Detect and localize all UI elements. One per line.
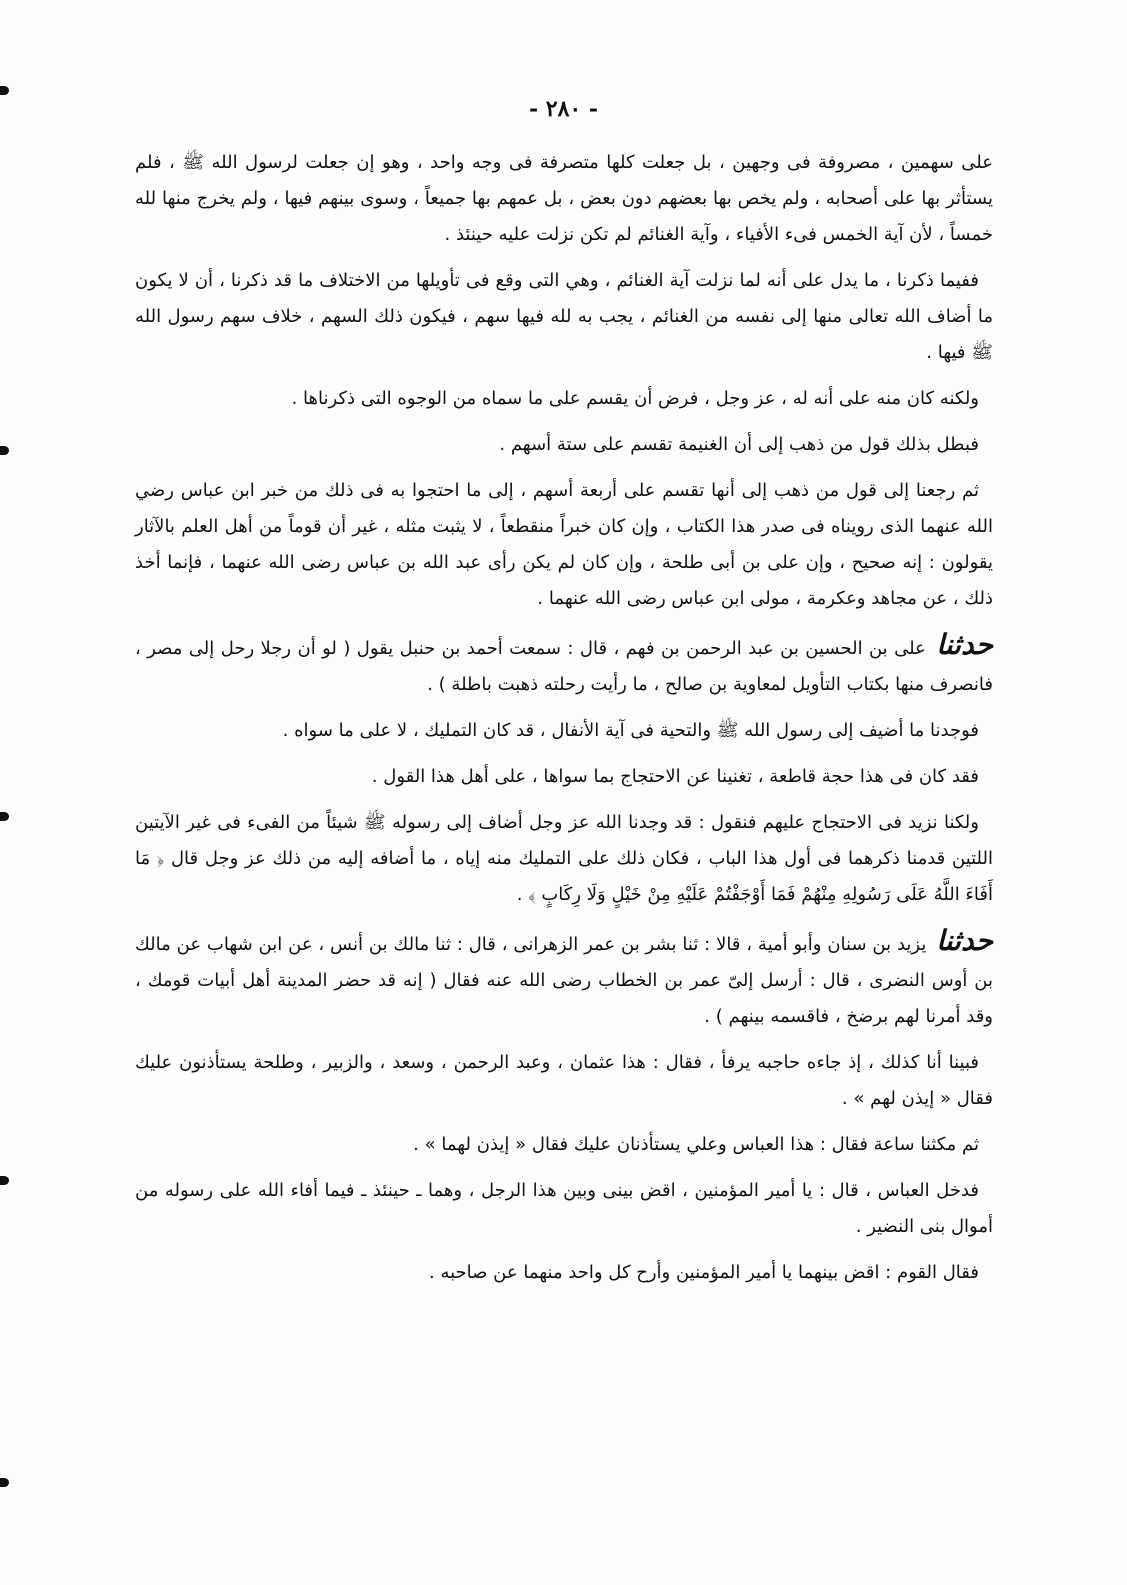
paragraph: [135, 381, 993, 417]
paragraph: [135, 427, 993, 463]
edge-mark: [0, 446, 9, 455]
paragraph-text: فدخل العباس ، قال : يا أمير المؤمنين ، اقض بينى وبين هذا الرجل ، وهما ـ حينئذ ـ فيما أفاء الله على رسوله من أموال بنى النضير .: [135, 1180, 993, 1237]
hadith-lead-word: حدثنا: [936, 924, 993, 957]
paragraph-text: فبينا أنا كذلك ، إذ جاءه حاجبه يرفأ ، فقال : هذا عثمان ، وعبد الرحمن ، وسعد ، والزبير ، وطلحة يستأذنون عليك فقال « إيذن لهم » .: [135, 1052, 993, 1109]
paragraph: [135, 627, 993, 703]
paragraph-text: يزيد بن سنان وأبو أمية ، قالا : ثنا بشر بن عمر الزهرانى ، قال : ثنا مالك بن أنس ، عن ابن شهاب عن مالك بن أوس النضرى ، قال : أرسل إلىّ عمر بن الخطاب رضى الله عنه فقال ( إنه قد حضر المدينة أهل أبيات قومك ، وقد أمرنا لهم برضخ ، فاقسمه بينهم ) .: [135, 934, 993, 1027]
paragraph-text: على بن الحسين بن عبد الرحمن بن فهم ، قال : سمعت أحمد بن حنبل يقول ( لو أن رجلا رحل إلى مصر ، فانصرف منها بكتاب التأويل لمعاوية بن صالح ، ما رأيت رحلته ذهبت باطلة ) .: [135, 638, 993, 695]
paragraph: [135, 263, 993, 371]
paragraph: [135, 923, 993, 1035]
paragraph-text: ولكنا نزيد فى الاحتجاج عليهم فنقول : قد وجدنا الله عز وجل أضاف إلى رسوله ﷺ شيئاً من الفىء فى غير الآيتين اللتين قدمنا ذكرهما فى أول هذا الباب ، فكان ذلك على التمليك منه إياه ، ما أضافه إليه من ذلك عز وجل قال ﴿ مَا أَفَاءَ اللَّهُ عَلَى رَسُولِهِ مِنْهُمْ فَمَا أَوْجَفْتُمْ عَلَيْهِ مِنْ خَيْلٍ وَلَا رِكَابٍ ﴾ .: [135, 812, 993, 905]
edge-mark: [0, 86, 9, 95]
paragraph-text: ثم مكثنا ساعة فقال : هذا العباس وعلي يستأذنان عليك فقال « إيذن لهما » .: [413, 1134, 979, 1155]
paragraph-text: فوجدنا ما أضيف إلى رسول الله ﷺ والتحية فى آية الأنفال ، قد كان التمليك ، لا على ما سواه .: [282, 720, 979, 741]
page-number: - ٢٨٠ -: [528, 96, 599, 122]
paragraph: [135, 805, 993, 913]
paragraph-text: ولكنه كان منه على أنه له ، عز وجل ، فرض أن يقسم على ما سماه من الوجوه التى ذكرناها .: [291, 388, 979, 409]
paragraph-text: ففيما ذكرنا ، ما يدل على أنه لما نزلت آية الغنائم ، وهي التى وقع فى تأويلها من الاختلاف ما قد ذكرنا ، أن لا يكون ما أضاف الله تعالى منها إلى نفسه من الغنائم ، يجب به لله فيها سهم ، فيكون ذلك السهم ، خلاف سهم رسول الله ﷺ فيها .: [135, 270, 993, 363]
hadith-lead-word: حدثنا: [936, 628, 993, 661]
paragraph: [135, 1173, 993, 1245]
paragraph: [135, 713, 993, 749]
paragraph-text: فقال القوم : اقض بينهما يا أمير المؤمنين وأرح كل واحد منهما عن صاحبه .: [429, 1262, 979, 1283]
paragraph-text: فبطل بذلك قول من ذهب إلى أن الغنيمة تقسم على ستة أسهم .: [499, 434, 979, 455]
paragraph: [135, 1255, 993, 1291]
paragraph: [135, 759, 993, 795]
edge-mark: [0, 1176, 9, 1185]
paragraph: [135, 1127, 993, 1163]
edge-mark: [0, 1478, 9, 1487]
body-text: [135, 145, 993, 1301]
paragraph: [135, 1045, 993, 1117]
paragraph-text: فقد كان فى هذا حجة قاطعة ، تغنينا عن الاحتجاج بما سواها ، على أهل هذا القول .: [371, 766, 979, 787]
paragraph: [135, 145, 993, 253]
paragraph-text: ثم رجعنا إلى قول من ذهب إلى أنها تقسم على أربعة أسهم ، إلى ما احتجوا به فى ذلك من خبر ابن عباس رضي الله عنهما الذى رويناه فى صدر هذا الكتاب ، وإن كان خبراً منقطعاً ، لا يثبت مثله ، غير أن قوماً من أهل العلم بالآثار يقولون : إنه صحيح ، وإن على بن أبى طلحة ، وإن كان لم يكن رأى عبد الله بن عباس رضى الله عنهما ، فإنما أخذ ذلك ، عن مجاهد وعكرمة ، مولى ابن عباس رضى الله عنهما .: [135, 480, 993, 609]
edge-mark: [0, 812, 9, 821]
paragraph: [135, 473, 993, 617]
paragraph-text: على سهمين ، مصروفة فى وجهين ، بل جعلت كلها متصرفة فى وجه واحد ، وهو إن جعلت لرسول الله ﷺ ، فلم يستأثر بها على أصحابه ، ولم يخص بها بعضهم دون بعض ، بل عمهم بها جميعاً ، وسوى بينهم فيها ، ولم يخرج منها لله خمساً ، لأن آية الخمس فىء الأفياء ، وآية الغنائم لم تكن نزلت عليه حينئذ .: [135, 152, 993, 245]
